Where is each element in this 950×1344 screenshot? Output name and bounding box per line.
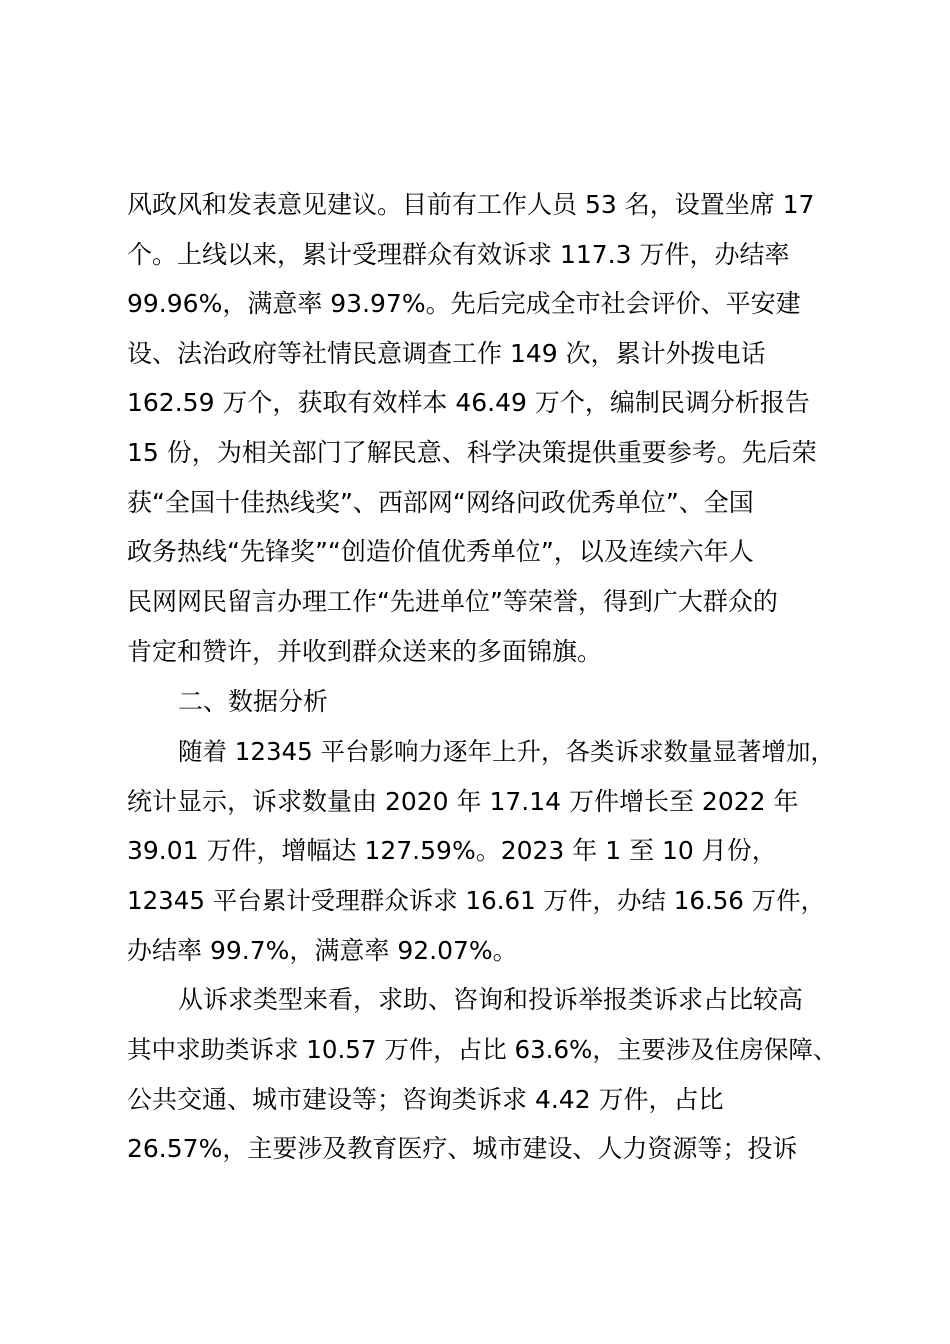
paragraph-3-line-4: 26.57%，主要涉及教育医疗、城市建设、人力资源等；投诉 [127,1134,798,1163]
paragraph-2-line-3: 39.01 万件，增幅达 127.59%。2023 年 1 至 10 月份， [127,836,777,865]
paragraph-3-line-2: 其中求助类诉求 10.57 万件，占比 63.6%，主要涉及住房保障、 [127,1035,838,1064]
paragraph-1-line-8: 政务热线“先锋奖”“创造价值优秀单位”，以及连续六年人 [127,537,754,566]
paragraph-1-line-1: 风政风和发表意见建议。目前有工作人员 53 名，设置坐席 17 [127,190,815,219]
paragraph-2-line-5: 办结率 99.7%，满意率 92.07%。 [127,936,518,965]
paragraph-1-line-9: 民网网民留言办理工作“先进单位”等荣誉，得到广大群众的 [127,587,778,616]
paragraph-1-line-6: 15 份，为相关部门了解民意、科学决策提供重要参考。先后荣 [127,438,817,467]
paragraph-1-line-10: 肯定和赞许，并收到群众送来的多面锦旗。 [127,637,603,666]
paragraph-2-line-4: 12345 平台累计受理群众诉求 16.61 万件，办结 16.56 万件， [127,886,826,915]
paragraph-1-line-5: 162.59 万个，获取有效样本 46.49 万个，编制民调分析报告 [127,388,810,417]
paragraph-1-line-7: 获“全国十佳热线奖”、西部网“网络问政优秀单位”、全国 [127,488,754,517]
section-heading: 二、数据分析 [178,687,329,716]
paragraph-2-line-2: 统计显示，诉求数量由 2020 年 17.14 万件增长至 2022 年 [127,787,799,816]
paragraph-1-line-3: 99.96%，满意率 93.97%。先后完成全市社会评价、平安建 [127,289,801,318]
paragraph-1-line-2: 个。上线以来，累计受理群众有效诉求 117.3 万件，办结率 [127,240,790,269]
paragraph-3-line-1: 从诉求类型来看，求助、咨询和投诉举报类诉求占比较高 [178,985,804,1014]
paragraph-1-line-4: 设、法治政府等社情民意调查工作 149 次，累计外拨电话 [127,339,766,368]
paragraph-3-line-3: 公共交通、城市建设等；咨询类诉求 4.42 万件，占比 [127,1085,724,1114]
paragraph-2-line-1: 随着 12345 平台影响力逐年上升，各类诉求数量显著增加， [178,737,836,766]
